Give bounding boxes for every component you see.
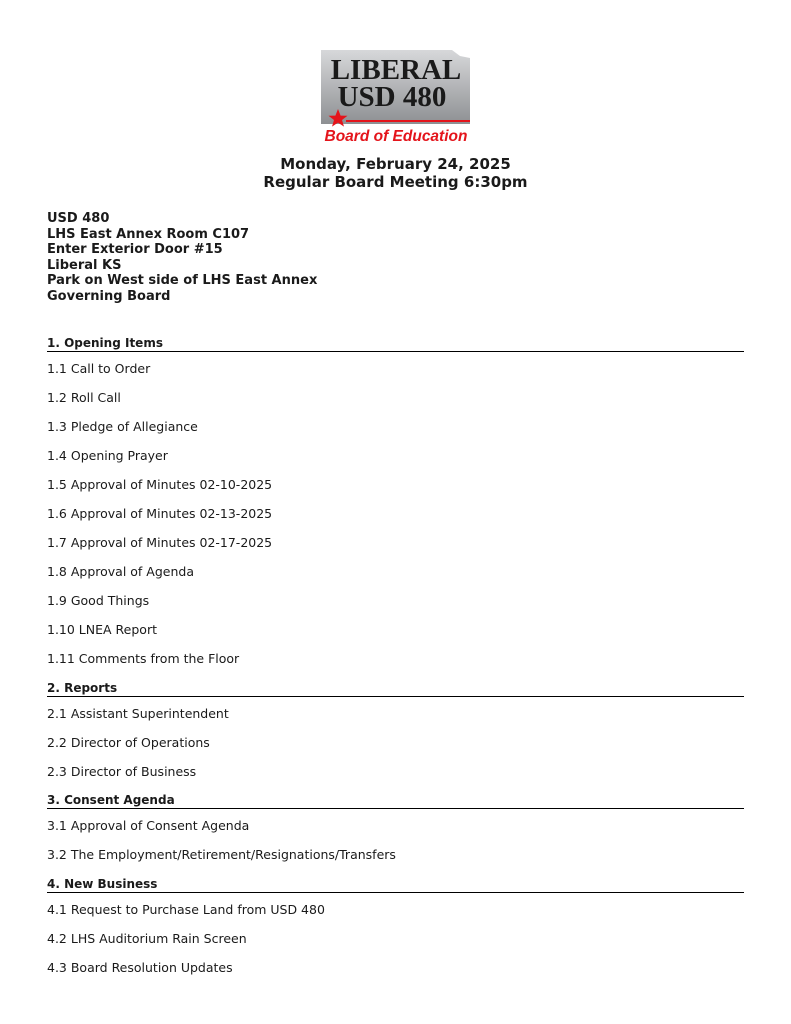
address-line: Liberal KS — [47, 257, 122, 273]
address-line: USD 480 — [47, 211, 110, 226]
agenda-item: 4.3 Board Resolution Updates — [47, 960, 233, 975]
agenda-item: 2.3 Director of Business — [47, 764, 197, 779]
section-heading-reports: 2. Reports — [47, 681, 744, 697]
meeting-date: Monday, February 24, 2025 — [280, 155, 511, 173]
logo-tagline: Board of Education — [324, 128, 468, 144]
agenda-item: 1.5 Approval of Minutes 02-10-2025 — [47, 477, 273, 492]
agenda-item: 4.2 LHS Auditorium Rain Screen — [47, 931, 247, 946]
agenda-item: 1.7 Approval of Minutes 02-17-2025 — [47, 535, 273, 550]
address-line: LHS East Annex Room C107 — [47, 226, 250, 242]
district-logo — [320, 48, 472, 144]
agenda-item: 1.1 Call to Order — [47, 361, 151, 376]
agenda-item: 3.2 The Employment/Retirement/Resignations/Transfers — [47, 847, 396, 862]
section-heading-opening-items: 1. Opening Items — [47, 336, 744, 352]
agenda-item: 3.1 Approval of Consent Agenda — [47, 818, 250, 833]
section-heading-consent-agenda: 3. Consent Agenda — [47, 793, 744, 809]
meeting-title: Regular Board Meeting 6:30pm — [263, 173, 528, 191]
logo-line2: USD 480 — [337, 81, 447, 113]
section-heading-new-business: 4. New Business — [47, 877, 744, 893]
agenda-item: 4.1 Request to Purchase Land from USD 480 — [47, 902, 325, 917]
agenda-item: 2.2 Director of Operations — [47, 735, 210, 750]
agenda-item: 1.11 Comments from the Floor — [47, 651, 240, 666]
meeting-location — [47, 211, 317, 305]
address-line: Governing Board — [47, 288, 171, 304]
address-line: Enter Exterior Door #15 — [47, 242, 223, 258]
logo-line1: LIBERAL — [330, 54, 462, 86]
agenda-item: 1.9 Good Things — [47, 593, 150, 608]
agenda-item: 1.2 Roll Call — [47, 390, 121, 405]
agenda-item: 1.4 Opening Prayer — [47, 448, 168, 463]
agenda-item: 1.6 Approval of Minutes 02-13-2025 — [47, 506, 273, 521]
agenda-item: 1.3 Pledge of Allegiance — [47, 419, 198, 434]
address-line: Park on West side of LHS East Annex — [47, 273, 318, 289]
agenda-item: 1.8 Approval of Agenda — [47, 564, 195, 579]
agenda-item: 2.1 Assistant Superintendent — [47, 706, 229, 721]
agenda-item: 1.10 LNEA Report — [47, 622, 157, 637]
